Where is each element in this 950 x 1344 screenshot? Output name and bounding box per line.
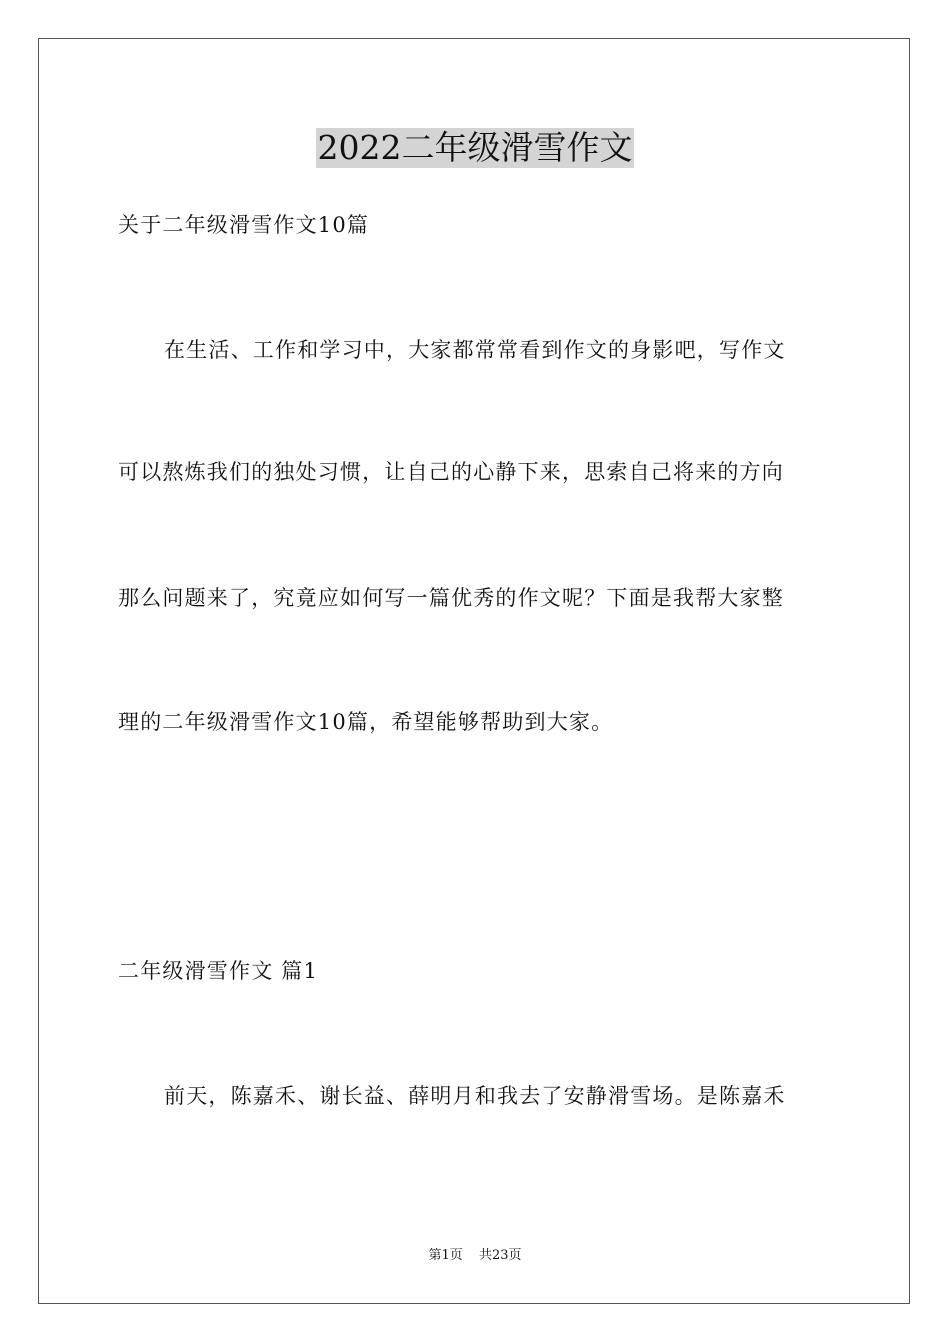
intro-line-2: 可以熬炼我们的独处习惯，让自己的心静下来，思索自己将来的方向	[118, 460, 784, 484]
document-title: 2022二年级滑雪作文	[317, 128, 633, 167]
intro-line-4: 理的二年级滑雪作文10篇，希望能够帮助到大家。	[118, 710, 614, 734]
intro-line-3: 那么问题来了，究竟应如何写一篇优秀的作文呢？下面是我帮大家整	[118, 586, 784, 610]
page-total: 共23页	[478, 1248, 522, 1263]
page-footer	[0, 1247, 950, 1265]
section-heading: 二年级滑雪作文 篇1	[118, 959, 319, 983]
title-container	[0, 128, 950, 168]
document-subtitle: 关于二年级滑雪作文10篇	[118, 213, 370, 237]
intro-line-1: 在生活、工作和学习中，大家都常常看到作文的身影吧，写作文	[164, 338, 786, 362]
section-line-1: 前天，陈嘉禾、谢长益、薛明月和我去了安静滑雪场。是陈嘉禾	[164, 1084, 786, 1108]
page-number: 第1页	[428, 1248, 463, 1263]
